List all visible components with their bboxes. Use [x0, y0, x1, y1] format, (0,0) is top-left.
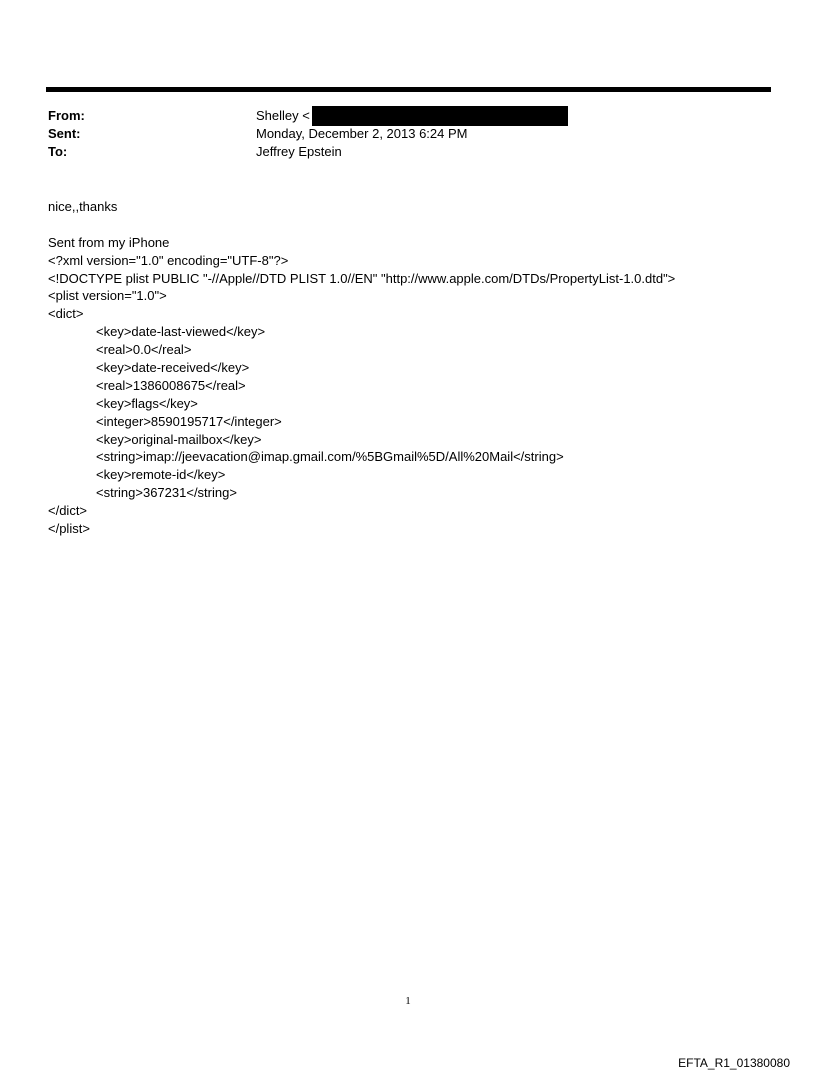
plist-line: <real>0.0</real> — [96, 342, 192, 358]
plist-line: <integer>8590195717</integer> — [96, 413, 282, 429]
plist-line: </plist> — [48, 521, 90, 537]
plist-line: <!DOCTYPE plist PUBLIC "-//Apple//DTD PLIST 1.0//EN" "http://www.apple.com/DTDs/PropertyList-1.0.dtd"> — [48, 270, 676, 286]
to-label: To: — [48, 144, 68, 159]
sent-value: Monday, December 2, 2013 6:24 PM — [256, 126, 468, 141]
plist-line: <dict> — [48, 306, 84, 322]
email-body — [48, 198, 788, 538]
from-row — [48, 107, 768, 125]
plist-line: <key>date-last-viewed</key> — [96, 324, 266, 340]
redaction-box — [312, 106, 568, 126]
plist-line: </dict> — [48, 503, 88, 519]
sent-row — [48, 125, 768, 143]
to-row — [48, 143, 768, 161]
plist-line: <?xml version="1.0" encoding="UTF-8"?> — [48, 252, 289, 268]
from-value-wrap — [256, 106, 568, 126]
plist-line: <string>imap://jeevacation@imap.gmail.com/%5BGmail%5D/All%20Mail</string> — [96, 449, 564, 465]
document-id: EFTA_R1_01380080 — [678, 1056, 790, 1070]
sent-label: Sent: — [48, 126, 81, 141]
header-divider — [46, 87, 771, 92]
plist-line: <key>remote-id</key> — [96, 467, 226, 483]
plist-line: <key>original-mailbox</key> — [96, 431, 262, 447]
email-header — [48, 107, 768, 161]
message-text: nice,,thanks — [48, 199, 118, 214]
signature-text: Sent from my iPhone — [48, 234, 170, 250]
plist-line: <plist version="1.0"> — [48, 288, 167, 304]
body-spacer — [48, 216, 788, 234]
plist-line: <real>1386008675</real> — [96, 377, 246, 393]
from-value: Shelley < — [256, 108, 310, 123]
plist-line: <string>367231</string> — [96, 485, 237, 501]
page-number: 1 — [405, 995, 411, 1007]
to-value: Jeffrey Epstein — [256, 144, 342, 159]
from-label: From: — [48, 108, 85, 123]
plist-content — [48, 252, 788, 538]
plist-line: <key>flags</key> — [96, 395, 198, 411]
plist-line: <key>date-received</key> — [96, 360, 250, 376]
